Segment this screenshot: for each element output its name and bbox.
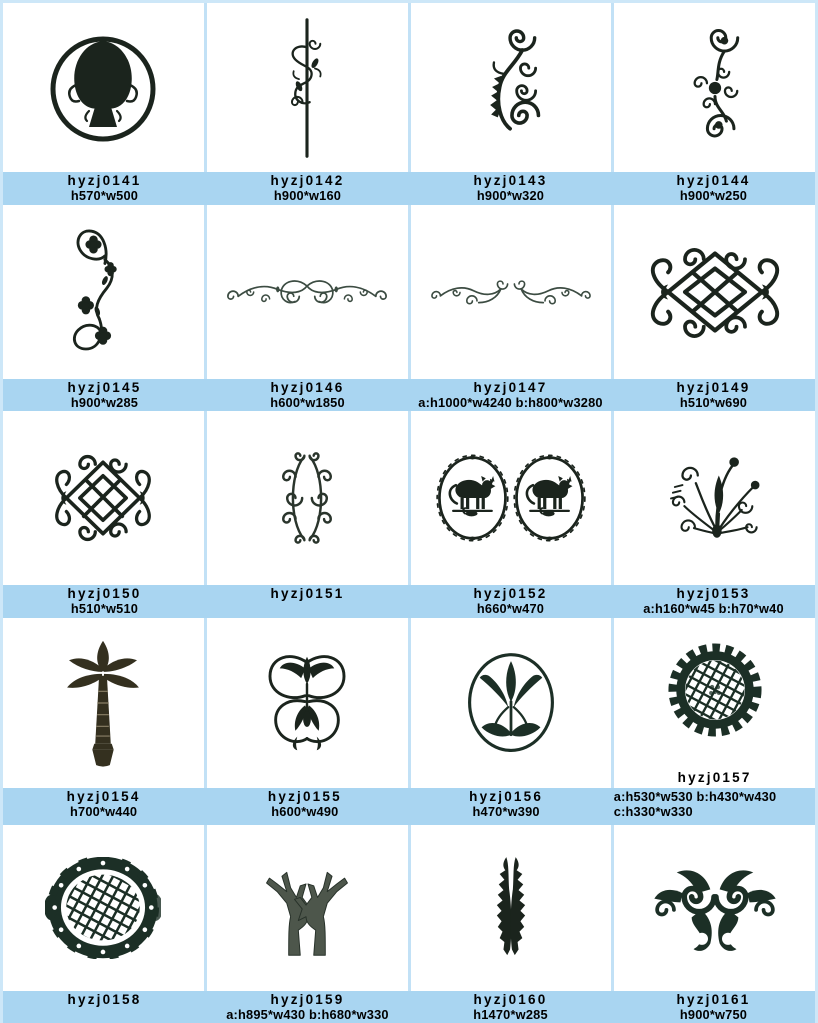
product-dimensions: h600*w490 — [271, 803, 339, 819]
scroll-spray-icon — [657, 443, 773, 553]
catalog-row — [3, 411, 815, 618]
wavy-medallion-icon — [45, 857, 161, 959]
product-code: hyzj0149 — [676, 380, 751, 395]
product-label — [206, 379, 409, 411]
butterfly-ornament-icon — [258, 647, 356, 759]
product-dimensions: h570*w500 — [70, 187, 139, 203]
scroll-frieze-2-icon — [426, 268, 596, 316]
branch-pair-icon — [244, 855, 370, 961]
s-scroll-rosette-icon — [677, 17, 753, 159]
flower-s-scroll-icon — [54, 216, 152, 368]
product-code: hyzj0152 — [473, 586, 548, 601]
product-label — [206, 585, 409, 618]
product-image-cell — [204, 205, 408, 379]
product-label — [206, 172, 409, 205]
product-code: hyzj0159 — [270, 992, 345, 1007]
product-code: hyzj0153 — [676, 586, 751, 601]
label-bar — [3, 172, 815, 205]
product-dimensions: h900*w250 — [679, 187, 748, 203]
palm-finial-icon — [59, 635, 147, 771]
product-code: hyzj0147 — [473, 380, 548, 395]
product-code: hyzj0145 — [67, 380, 142, 395]
lattice-cartouche-icon — [640, 240, 790, 344]
product-code: hyzj0146 — [270, 380, 345, 395]
product-image-cell — [204, 618, 408, 788]
product-code: hyzj0144 — [676, 173, 751, 188]
product-image-cell — [611, 205, 815, 379]
tree-medallion-icon — [43, 27, 163, 149]
product-dimensions: h510*w510 — [70, 600, 139, 616]
catalog-row — [3, 618, 815, 825]
product-dimensions: h900*w320 — [476, 187, 545, 203]
blade-pair-icon — [478, 850, 544, 966]
bracket-scrolls-icon — [263, 442, 351, 554]
product-image-cell — [3, 411, 204, 585]
catalog-row — [3, 205, 815, 411]
product-dimensions: h900*w750 — [679, 1006, 748, 1022]
product-image-cell — [408, 618, 612, 788]
product-code: hyzj0150 — [67, 586, 142, 601]
product-dimensions: h700*w440 — [69, 803, 138, 819]
product-image-cell — [3, 618, 204, 788]
product-image-cell — [611, 825, 815, 991]
product-dimensions: h510*w690 — [679, 394, 748, 410]
product-image-cell — [611, 3, 815, 172]
product-dimensions: h470*w390 — [472, 803, 540, 819]
product-image-cell — [204, 411, 408, 585]
label-bar — [3, 585, 815, 618]
product-code: hyzj0158 — [67, 992, 142, 1007]
product-code: hyzj0142 — [270, 173, 345, 188]
product-dimensions: a:h530*w530 b:h430*w430 — [613, 789, 777, 804]
product-label — [612, 585, 815, 618]
product-image-cell — [3, 205, 204, 379]
product-image-cell — [611, 411, 815, 585]
product-label — [204, 788, 405, 825]
product-label — [3, 585, 206, 618]
label-bar — [3, 379, 815, 411]
gear-rosette-icon — [661, 641, 769, 739]
product-label — [409, 172, 612, 205]
product-image-cell — [3, 3, 204, 172]
product-label — [3, 172, 206, 205]
product-dimensions: a:h160*w45 b:h70*w40 — [643, 600, 784, 616]
product-label — [3, 788, 204, 825]
product-label — [612, 172, 815, 205]
product-dimensions: a:h895*w430 b:h680*w330 — [226, 1006, 389, 1022]
product-dimensions: h600*w1850 — [270, 394, 345, 410]
circle-fleur-icon — [465, 650, 557, 756]
product-image-cell — [408, 3, 612, 172]
product-code: hyzj0151 — [270, 586, 345, 601]
product-code: hyzj0141 — [67, 173, 142, 188]
product-dimensions: a:h1000*w4240 b:h800*w3280 — [418, 394, 603, 410]
cat-medallions-icon — [433, 452, 589, 544]
product-label — [206, 991, 409, 1023]
product-code: hyzj0157 — [677, 770, 752, 785]
catalog-row — [3, 3, 815, 205]
product-label — [607, 788, 815, 825]
product-dimensions: h900*w285 — [70, 394, 139, 410]
acanthus-pair-icon — [645, 861, 785, 955]
label-bar — [3, 788, 815, 825]
product-image-cell — [204, 825, 408, 991]
catalog-row — [3, 825, 815, 1023]
product-dimensions: h660*w470 — [476, 600, 545, 616]
product-label — [3, 991, 206, 1023]
product-label — [409, 585, 612, 618]
product-code: hyzj0155 — [267, 789, 342, 804]
product-label — [612, 379, 815, 411]
product-code: hyzj0154 — [66, 789, 141, 804]
product-dimensions: h900*w160 — [273, 187, 342, 203]
product-image-cell — [204, 3, 408, 172]
product-image-cell — [3, 825, 204, 991]
product-image-cell — [611, 618, 815, 788]
baluster-scroll-icon — [276, 17, 338, 159]
scroll-frieze-icon — [221, 270, 393, 314]
label-bar — [3, 991, 815, 1023]
product-image-cell — [408, 205, 612, 379]
product-dimensions-line2: c:h330*w330 — [613, 803, 693, 819]
product-dimensions: h1470*w285 — [473, 1006, 548, 1022]
lattice-cartouche-2-icon — [45, 445, 161, 551]
product-label — [406, 788, 607, 825]
product-code: hyzj0156 — [469, 789, 544, 804]
product-label — [409, 379, 612, 411]
leaf-scroll-icon — [468, 17, 554, 159]
product-code: hyzj0143 — [473, 173, 548, 188]
product-label — [409, 991, 612, 1023]
product-code: hyzj0161 — [676, 992, 751, 1007]
product-image-cell — [408, 411, 612, 585]
product-label — [3, 379, 206, 411]
product-image-cell — [408, 825, 612, 991]
product-code: hyzj0160 — [473, 992, 548, 1007]
product-label — [612, 991, 815, 1023]
